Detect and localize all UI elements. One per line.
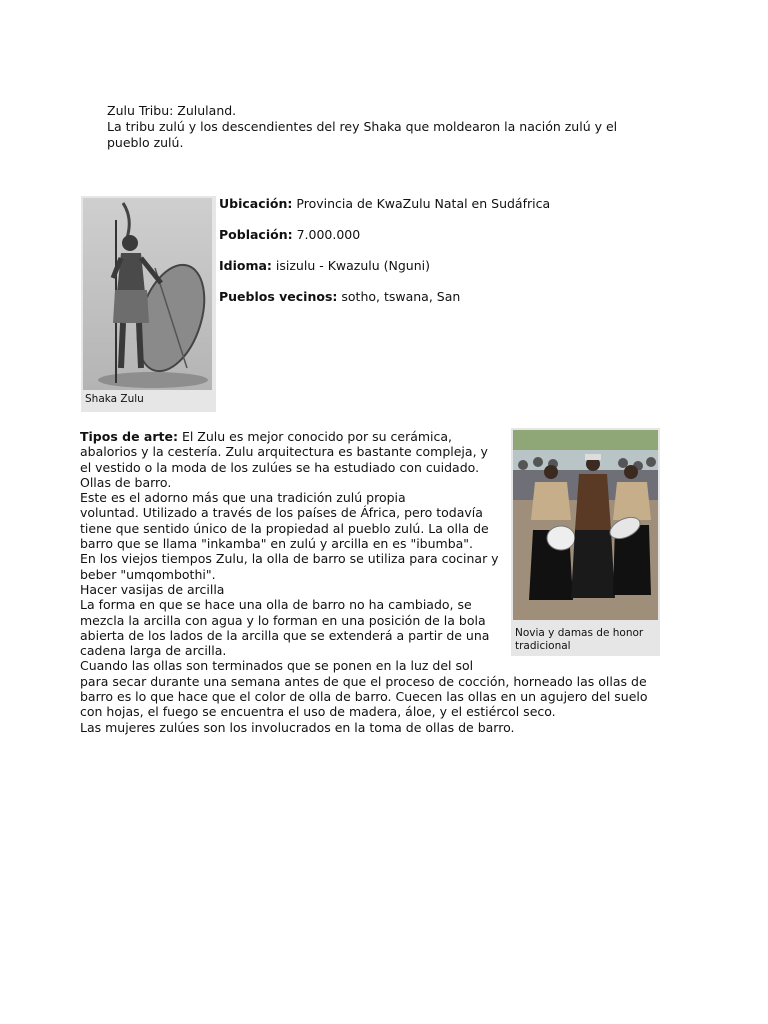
intro-line: La tribu zulú y los descendientes del rey Shaka que moldearon la nación zulú y el <box>107 119 618 134</box>
novia-caption: Novia y damas de honor tradicional <box>515 627 644 652</box>
shaka-zulu-caption: Shaka Zulu <box>85 393 144 405</box>
fact-idioma: Idioma: isizulu - Kwazulu (Nguni) <box>219 258 430 273</box>
facts-block <box>219 195 619 319</box>
fact-poblacion: Población: 7.000.000 <box>219 227 361 242</box>
body-line: cadena larga de arcilla. <box>80 643 227 659</box>
body-line: barro que se llama "inkamba" en zulú y arcilla en es "ibumba". <box>80 536 474 552</box>
tipos-de-arte-label: Tipos de arte: <box>80 429 178 444</box>
body-line: tiene que sentido único de la propiedad al pueblo zulú. La olla de <box>80 520 489 536</box>
intro-title: Zulu Tribu: Zululand. <box>107 103 237 118</box>
body-text <box>80 429 648 735</box>
body-line: En los viejos tiempos Zulu, la olla de barro se utiliza para cocinar y <box>80 551 499 567</box>
body-line: abalorios y la cestería. Zulu arquitectura es bastante compleja, y <box>80 444 488 460</box>
body-line: Las mujeres zulúes son los involucrados en la toma de ollas de barro. <box>80 719 515 735</box>
fact-pueblos-vecinos: Pueblos vecinos: sotho, tswana, San <box>219 289 461 304</box>
body-line: abierta de los lados de la arcilla que se extenderá a partir de una <box>80 627 490 643</box>
body-line-first: Tipos de arte: El Zulu es mejor conocido por su cerámica, <box>80 429 453 444</box>
body-line: Este es el adorno más que una tradición zulú propia <box>80 490 406 506</box>
body-line: La forma en que se hace una olla de barro no ha cambiado, se <box>80 597 472 613</box>
intro-line: pueblo zulú. <box>107 135 184 150</box>
shaka-zulu-figure <box>81 196 216 412</box>
body-line: barro es lo que hace que el color de olla de barro. Cuecen las ollas en un agujero del suelo <box>80 689 648 705</box>
body-line: Hacer vasijas de arcilla <box>80 581 225 597</box>
body-line: voluntad. Utilizado a través de los países de África, pero todavía <box>80 505 483 521</box>
fact-ubicacion: Ubicación: Provincia de KwaZulu Natal en Sudáfrica <box>219 196 551 211</box>
body-line: el vestido o la moda de los zulúes se ha estudiado con cuidado. <box>80 459 480 475</box>
body-line: Cuando las ollas son terminados que se ponen en la luz del sol <box>80 658 474 674</box>
body-line: con hojas, el fuego se encuentra el uso de madera, áloe, y el estiércol seco. <box>80 704 556 720</box>
body-line: para secar durante una semana antes de que el proceso de cocción, horneado las ollas de <box>80 673 647 689</box>
intro-block <box>107 103 647 151</box>
body-line: Ollas de barro. <box>80 474 172 490</box>
body-line: mezcla la arcilla con agua y lo forman en una posición de la bola <box>80 612 486 628</box>
shaka-zulu-image <box>83 198 212 393</box>
body-line: beber "umqombothi". <box>80 566 216 582</box>
